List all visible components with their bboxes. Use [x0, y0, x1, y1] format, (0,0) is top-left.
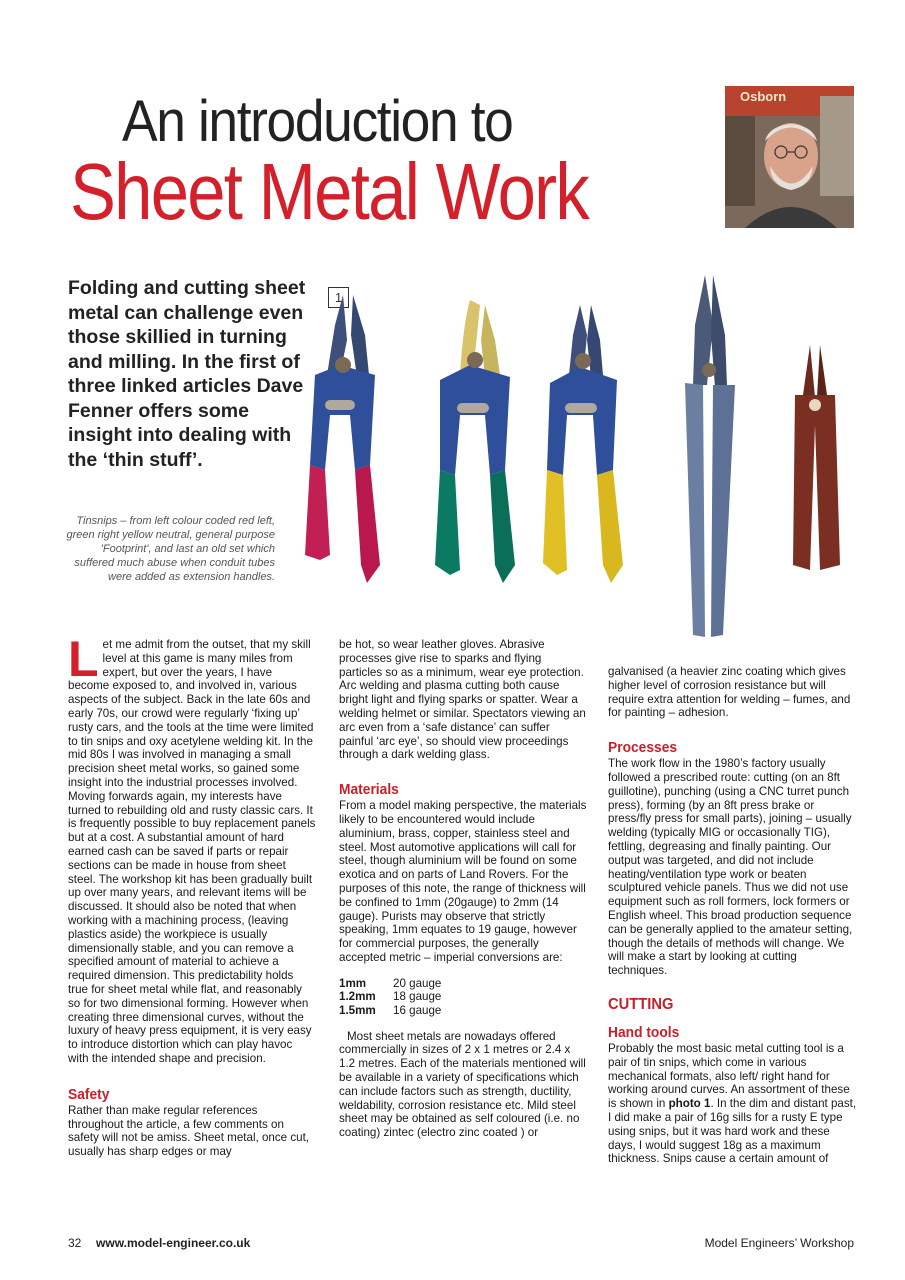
photo-caption: Tinsnips – from left colour coded red left, green right yellow neutral, general purpose 'Footprint', and last an old set which suffered much abuse when conduit tubes were added as extension handles.	[66, 515, 275, 583]
tinsnip-yellow	[543, 305, 623, 583]
photo-number-badge: 1	[328, 287, 349, 308]
handtools-text: Probably the most basic metal cutting tool is a pair of tin snips, which come in various mechanical formats, also left/ right hand for working around curves. An assortment of these is shown in photo 1. In the dim and distant past, I did make a pair of 16g sills for a rusty E type using snips, but it was hard work and these days, I would suggest 18g as a maximum thickness. Snips cause a certain amount of	[608, 1041, 857, 1166]
safety-heading: Safety	[68, 1085, 110, 1103]
gauge-mm: 1.5mm	[339, 1003, 376, 1017]
tinsnip-small	[793, 345, 840, 570]
tinsnips-photo	[295, 265, 855, 650]
gauge-table	[339, 977, 441, 1018]
gauge-mm: 1.2mm	[339, 990, 376, 1004]
column-2	[339, 638, 587, 1140]
title-line-1: An introduction to	[122, 89, 513, 154]
dropcap: L	[68, 631, 99, 687]
intro-paragraph	[68, 631, 316, 1066]
materials-heading: Materials	[339, 781, 399, 799]
column-3	[608, 665, 858, 1166]
standfirst: Folding and cutting sheet metal can challenge even those skillied in turning and milling. In the first of three linked articles Dave Fenner offers some insight into dealing with the ‘thin stuff’.	[68, 277, 306, 471]
gauge-mm: 1mm	[339, 976, 367, 990]
portrait-sign-text: Osborn	[740, 89, 787, 104]
footer-url: www.model-engineer.co.uk	[96, 1236, 251, 1250]
handtools-heading: Hand tools	[608, 1023, 680, 1041]
photo-reference: photo 1	[668, 1097, 711, 1111]
footer-magazine: Model Engineers’ Workshop	[704, 1236, 854, 1250]
column-1	[68, 631, 316, 1159]
col2-text-1: be hot, so wear leather gloves. Abrasive processes give rise to sparks and flying particles so as a minimum, wear eye protection. Arc welding and plasma cutting both cause bright light and flying sparks or spatter. Wear a welding helmet or similar. Spectators viewing an arc even from a ‘safe distance’ can suffer painful ‘arc eye’, so should view proceedings through a dark welding glass.	[339, 638, 586, 762]
safety-text: Rather than make regular references throughout the article, a few comments on safety will not be amiss. Sheet metal, once cut, usually has sharp edges or may	[68, 1103, 310, 1159]
gauge-row	[339, 977, 441, 991]
footer-left	[68, 1236, 250, 1250]
title-line-2: Sheet Metal Work	[70, 147, 589, 236]
col2-text-2: Most sheet metals are nowadays offered commercially in sizes of 2 x 1 metres or 2.4 x 1.2 metres. Each of the materials mentioned will be available in a variety of specifications which can include factors such as strength, ductility, weldability, corrosion resistance etc. Mild steel sheet may be obtained as self coloured (i.e. no coating) zintec (electro zinc coated ) or	[339, 1029, 586, 1140]
cutting-heading: CUTTING	[608, 995, 674, 1013]
tinsnip-green	[435, 300, 515, 583]
gauge-value: 18 gauge	[393, 990, 442, 1004]
tinsnip-red	[305, 295, 380, 583]
materials-text: From a model making perspective, the materials likely to be encountered would include aluminium, brass, copper, stainless steel and steel. Most automotive applications will call for steel, though aluminium will be found on some exotica and on parts of Land Rovers. For the purposes of this note, the range of thickness will be confined to 1mm (20gauge) to 2mm (14 gauge). Purists may observe that strictly speaking, 1mm equates to 19 gauge, however for commercial purposes, the generally accepted metric – imperial conversions are:	[339, 799, 587, 964]
gauge-value: 16 gauge	[393, 1003, 442, 1017]
col3-text-1: galvanised (a heavier zinc coating which gives higher level of corrosion resistance but will require extra attention for welding – fumes, and for painting – adhesion.	[608, 665, 851, 720]
processes-heading: Processes	[608, 739, 678, 757]
tinsnip-long	[685, 275, 735, 637]
page-number: 32	[68, 1236, 82, 1250]
intro-text: et me admit from the outset, that my skill level at this game is many miles from expert, but over the years, I have become exposed to, and involved in, various aspects of the subject. Back in the late 60s and early 70s, our crowd were regularly ‘fixing up’ rusty cars, and the tools at the time were limited to tin snips and oxy acetylene welding kit. In the mid 80s I was involved in managing a small precision sheet metal works, so gained some insight into the industrial processes involved. Moving forwards again, my interests have turned to rebuilding old and rusty classic cars. It is frequently possible to buy replacement panels but at a cost. A substantial amount of hard earned cash can be saved if parts or repair sections can be made in house from sheet steel. The workshop kit has been gradually built up over many years, and relevant items will be discussed. It should also be noted that when working with a machining process, (leaving plastics aside) the workpiece is usually dimensionally stable, and you can remove a specified amount of material to achieve a required dimension. This predictability holds true for sheet metal while flat, and reasonably so for two dimensional forming. However when creating three dimensional curves, without the luxury of heavy press equipment, it is very easy to introduce distortion which can play havoc with the intended shape and precision.	[68, 638, 316, 1065]
author-portrait	[725, 86, 854, 228]
gauge-row	[339, 990, 441, 1004]
gauge-value: 20 gauge	[393, 976, 442, 990]
author-portrait-image	[725, 86, 854, 228]
processes-text: The work flow in the 1980’s factory usually followed a prescribed route: cutting (on an 8ft guillotine), punching (using a CNC turret punch press), forming (by an 8ft press brake or press/fly press for small parts), joining – usually welding (typically MIG or occasionally TIG), fettling, degreasing and finally painting. Our output was targeted, and did not include heating/ventilation type work or beaten sculptured vehicle panels. Thus we did not use equipment such as roll formers, lock formers or English wheel. This broad production sequence can be generally applied to the amateur setting, though the details of methods will change. We will make a start by looking at cutting techniques.	[608, 757, 853, 978]
gauge-row	[339, 1004, 441, 1018]
